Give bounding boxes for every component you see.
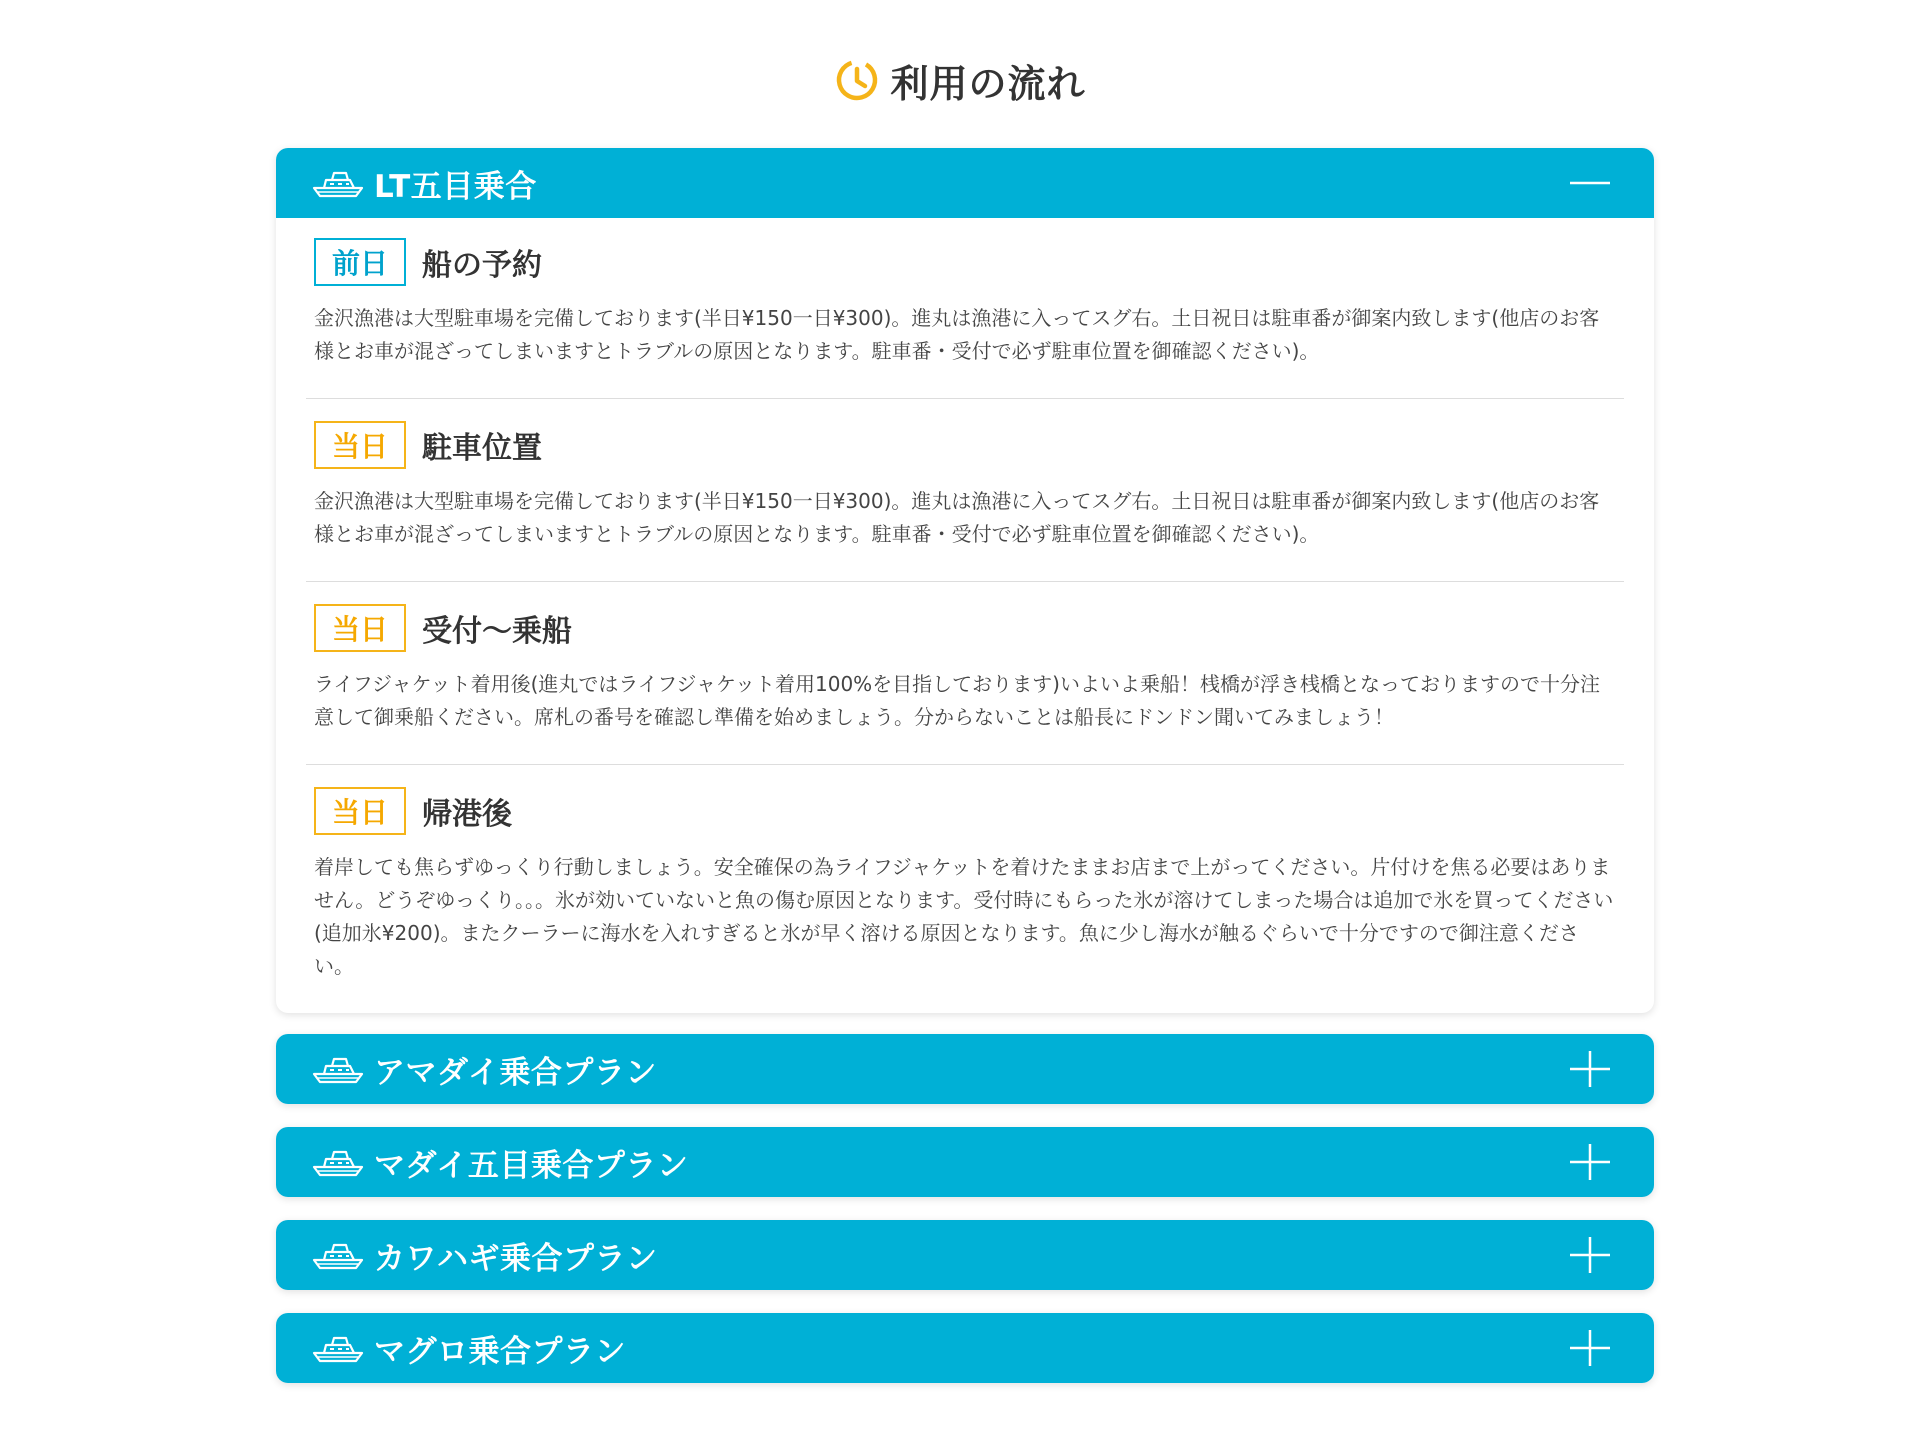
step-item [306, 785, 1624, 983]
accordion-label: LT五目乗合 [374, 168, 537, 205]
accordion-header-lt-gomoku[interactable] [276, 148, 1654, 218]
ship-icon [312, 1240, 366, 1270]
page-title-text: 利用の流れ [890, 61, 1086, 106]
ship-icon [312, 1054, 366, 1084]
accordion-body-lt-gomoku [276, 218, 1654, 1013]
accordion-label: アマダイ乗合プラン [374, 1054, 657, 1091]
accordion-lt-gomoku [276, 148, 1654, 1013]
ship-icon [312, 168, 366, 198]
step-badge: 当日 [314, 421, 406, 469]
accordion-amadai [276, 1034, 1654, 1104]
plus-icon[interactable] [1570, 1144, 1610, 1180]
step-title: 帰港後 [422, 797, 512, 832]
step-badge: 当日 [314, 604, 406, 652]
ship-icon [312, 1147, 366, 1177]
ship-icon [312, 1333, 366, 1363]
step-title: 駐車位置 [422, 431, 542, 466]
step-title: 船の予約 [422, 248, 542, 283]
step-text: 金沢漁港は大型駐車場を完備しております(半日¥150一日¥300)。進丸は漁港に入ってスグ右。土日祝日は駐車番が御案内致します(他店のお客様とお車が混ざってしまいますとトラブルの原因となります。駐車番・受付で必ず駐車位置を御確認ください)。 [314, 489, 1600, 546]
step-badge: 前日 [314, 238, 406, 286]
clock-icon [834, 57, 880, 103]
accordion-label: マグロ乗合プラン [374, 1333, 626, 1370]
accordion-header-madai-gomoku[interactable] [276, 1127, 1654, 1197]
step-item [306, 602, 1624, 765]
accordion-kawahagi [276, 1220, 1654, 1290]
accordion-header-amadai[interactable] [276, 1034, 1654, 1104]
step-text: ライフジャケット着用後(進丸ではライフジャケット着用100%を目指しております)いよいよ乗船！桟橋が浮き桟橋となっておりますので十分注意して御乗船ください。席札の番号を確認し準備を始めましょう。分からないことは船長にドンドン聞いてみましょう！ [314, 672, 1600, 729]
step-item [306, 419, 1624, 582]
step-text: 着岸しても焦らずゆっくり行動しましょう。安全確保の為ライフジャケットを着けたままお店まで上がってください。片付けを焦る必要はありません。どうぞゆっくり。。。氷が効いていないと魚の傷む原因となります。受付時にもらった氷が溶けてしまった場合は追加で氷を買ってください(追加氷¥200)。またクーラーに海水を入れすぎると氷が早く溶ける原因となります。魚に少し海水が触るぐらいで十分ですので御注意ください。 [314, 855, 1614, 978]
accordion-label: マダイ五目乗合プラン [374, 1147, 689, 1184]
accordion-madai-gomoku [276, 1127, 1654, 1197]
plus-icon[interactable] [1570, 1051, 1610, 1087]
step-title: 受付～乗船 [422, 614, 572, 649]
accordion-header-maguro[interactable] [276, 1313, 1654, 1383]
plus-icon[interactable] [1570, 1330, 1610, 1366]
minus-icon[interactable] [1570, 165, 1610, 201]
accordion-maguro [276, 1313, 1654, 1383]
page-title [0, 48, 1920, 112]
step-item [306, 236, 1624, 399]
accordion-header-kawahagi[interactable] [276, 1220, 1654, 1290]
step-badge: 当日 [314, 787, 406, 835]
step-text: 金沢漁港は大型駐車場を完備しております(半日¥150一日¥300)。進丸は漁港に入ってスグ右。土日祝日は駐車番が御案内致します(他店のお客様とお車が混ざってしまいますとトラブルの原因となります。駐車番・受付で必ず駐車位置を御確認ください)。 [314, 306, 1600, 363]
plus-icon[interactable] [1570, 1237, 1610, 1273]
accordion-label: カワハギ乗合プラン [374, 1240, 658, 1277]
